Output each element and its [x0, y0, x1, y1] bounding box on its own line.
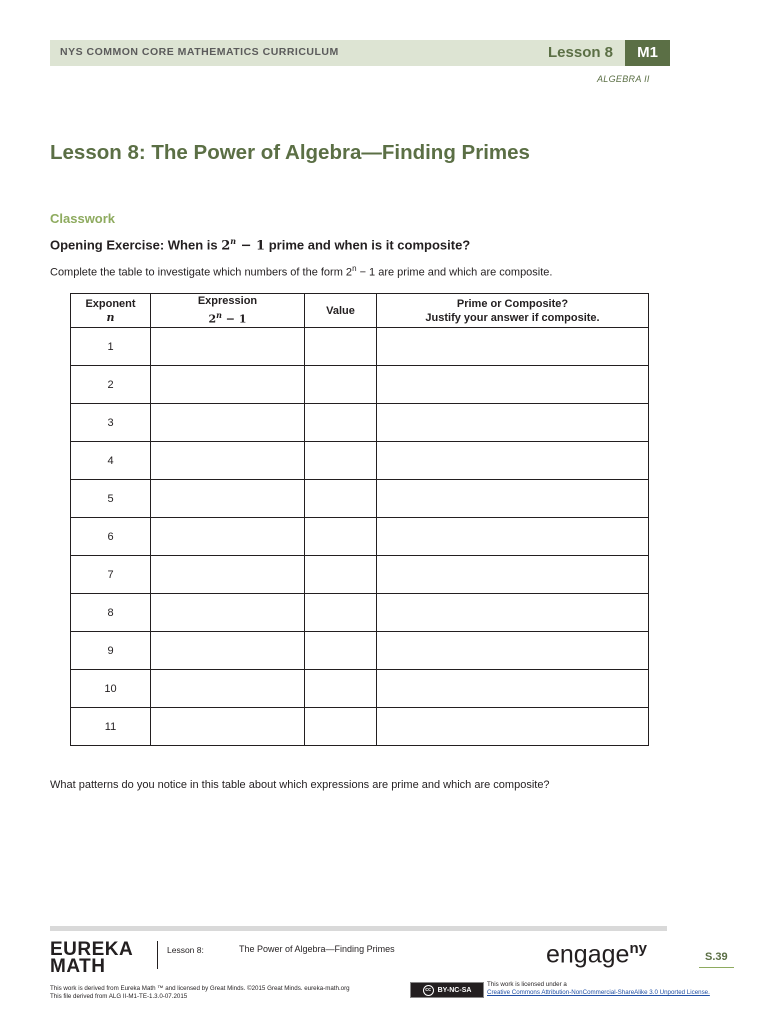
row-exponent: 5	[71, 480, 151, 518]
table-row	[71, 480, 649, 518]
row-expression-cell[interactable]	[151, 556, 305, 594]
header-exponent	[71, 294, 151, 328]
table-row	[71, 594, 649, 632]
footer-lesson: Lesson 8:	[167, 945, 204, 955]
header-expression-exp: n	[216, 310, 222, 321]
row-value-cell[interactable]	[305, 670, 377, 708]
derived-line1: This work is derived from Eureka Math ™ and licensed by Great Minds. ©2015 Great Minds. eureka-math.org	[50, 985, 350, 992]
row-exponent: 7	[71, 556, 151, 594]
header-prime-line2: Justify your answer if composite.	[425, 311, 600, 324]
row-prime-composite-cell[interactable]	[377, 670, 649, 708]
header-exponent-label: Exponent	[85, 297, 136, 310]
row-expression-cell[interactable]	[151, 442, 305, 480]
table-row	[71, 670, 649, 708]
row-value-cell[interactable]	[305, 480, 377, 518]
row-prime-composite-cell[interactable]	[377, 442, 649, 480]
header-expression-base: 2	[208, 312, 217, 326]
table-row	[71, 632, 649, 670]
row-expression-cell[interactable]	[151, 328, 305, 366]
exercise-prefix: Opening Exercise: When is	[50, 237, 222, 253]
exercise-suffix: prime and when is it composite?	[265, 237, 471, 253]
table-row	[71, 708, 649, 746]
row-value-cell[interactable]	[305, 556, 377, 594]
exercise-heading	[50, 236, 470, 253]
lesson-label: Lesson 8	[548, 44, 614, 61]
instructions-exponent: n	[352, 264, 357, 273]
header-expression-label: Expression	[197, 295, 258, 308]
module-badge: M1	[625, 40, 670, 66]
engage-word: engage	[546, 940, 630, 969]
row-exponent: 8	[71, 594, 151, 632]
row-value-cell[interactable]	[305, 442, 377, 480]
instructions	[50, 264, 552, 279]
header-value: Value	[305, 294, 377, 328]
engageny-logo	[546, 940, 647, 969]
header-expression-rest: − 1	[221, 312, 247, 326]
license-link[interactable]: Creative Commons Attribution-NonCommercial-ShareAlike 3.0 Unported License.	[487, 989, 710, 996]
cc-badge-text: BY-NC-SA	[437, 986, 472, 994]
row-exponent: 4	[71, 442, 151, 480]
row-value-cell[interactable]	[305, 594, 377, 632]
table-row	[71, 442, 649, 480]
table-row	[71, 328, 649, 366]
row-expression-cell[interactable]	[151, 518, 305, 556]
instructions-before: Complete the table to investigate which numbers of the form 2	[50, 266, 353, 279]
logo-line1: EUREKA	[50, 939, 134, 960]
row-value-cell[interactable]	[305, 404, 377, 442]
row-prime-composite-cell[interactable]	[377, 708, 649, 746]
row-value-cell[interactable]	[305, 518, 377, 556]
page-title: Lesson 8: The Power of Algebra—Finding Primes	[50, 141, 530, 164]
row-prime-composite-cell[interactable]	[377, 632, 649, 670]
primes-table	[70, 293, 649, 746]
section-heading: Classwork	[50, 211, 116, 226]
table-row	[71, 366, 649, 404]
row-exponent: 2	[71, 366, 151, 404]
row-exponent: 3	[71, 404, 151, 442]
table-row	[71, 556, 649, 594]
row-prime-composite-cell[interactable]	[377, 480, 649, 518]
row-prime-composite-cell[interactable]	[377, 518, 649, 556]
exercise-minus: − 1	[236, 238, 266, 254]
license-line1: This work is licensed under a	[487, 981, 567, 988]
row-expression-cell[interactable]	[151, 594, 305, 632]
table-header-row	[71, 294, 649, 328]
row-value-cell[interactable]	[305, 328, 377, 366]
eureka-math-logo	[50, 941, 133, 975]
instructions-after: − 1 are prime and which are composite.	[356, 266, 553, 279]
engage-ny: ny	[629, 940, 647, 957]
header-exponent-var: n	[106, 310, 115, 324]
header-prime-composite	[377, 294, 649, 328]
row-exponent: 1	[71, 328, 151, 366]
curriculum-label: NYS COMMON CORE MATHEMATICS CURRICULUM	[60, 46, 339, 58]
row-prime-composite-cell[interactable]	[377, 404, 649, 442]
row-expression-cell[interactable]	[151, 708, 305, 746]
license-notice	[487, 981, 710, 997]
row-value-cell[interactable]	[305, 632, 377, 670]
cc-license-badge[interactable]	[410, 982, 484, 998]
row-expression-cell[interactable]	[151, 480, 305, 518]
row-prime-composite-cell[interactable]	[377, 328, 649, 366]
header-prime-line1: Prime or Composite?	[456, 297, 569, 310]
footer-lesson-title: The Power of Algebra—Finding Primes	[239, 944, 395, 954]
table-body	[71, 328, 649, 746]
row-expression-cell[interactable]	[151, 366, 305, 404]
row-value-cell[interactable]	[305, 708, 377, 746]
row-exponent: 10	[71, 670, 151, 708]
row-exponent: 11	[71, 708, 151, 746]
exercise-exponent: n	[230, 236, 237, 246]
pattern-question: What patterns do you notice in this table about which expressions are prime and which are composite?	[50, 779, 550, 791]
exercise-base: 2	[221, 238, 231, 254]
derived-line2: This file derived from ALG II-M1-TE-1.3.0-07.2015	[50, 993, 188, 1000]
table-row	[71, 518, 649, 556]
row-prime-composite-cell[interactable]	[377, 556, 649, 594]
logo-line2: MATH	[50, 956, 106, 977]
row-expression-cell[interactable]	[151, 404, 305, 442]
footer-divider	[157, 941, 158, 969]
header-expression	[151, 294, 305, 328]
row-value-cell[interactable]	[305, 366, 377, 404]
derived-notice	[50, 985, 350, 1001]
cc-icon: cc	[423, 985, 434, 996]
page-number: S.39	[699, 951, 734, 968]
row-prime-composite-cell[interactable]	[377, 594, 649, 632]
footer-rule	[50, 926, 667, 931]
row-expression-cell[interactable]	[151, 670, 305, 708]
course-label: ALGEBRA II	[597, 74, 650, 84]
row-exponent: 6	[71, 518, 151, 556]
row-exponent: 9	[71, 632, 151, 670]
row-prime-composite-cell[interactable]	[377, 366, 649, 404]
row-expression-cell[interactable]	[151, 632, 305, 670]
table-row	[71, 404, 649, 442]
